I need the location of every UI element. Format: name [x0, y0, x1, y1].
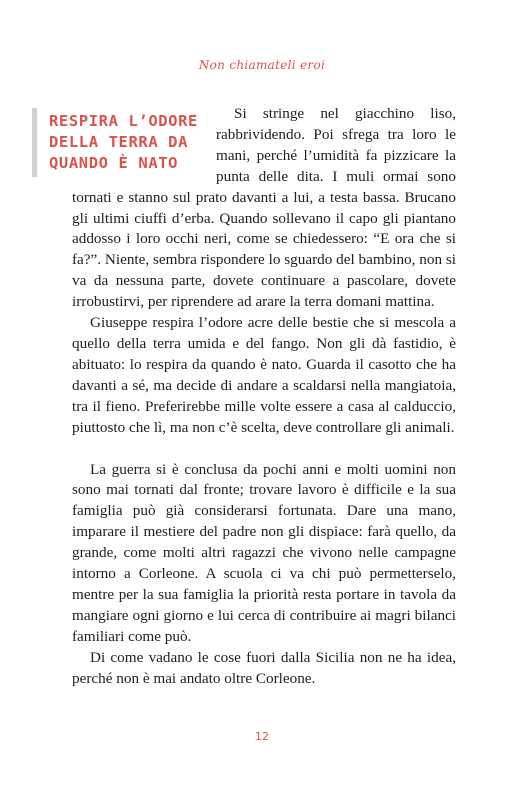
pull-quote-line: DELLA TERRA DA — [49, 133, 189, 151]
page-number: 12 — [255, 730, 269, 743]
body-text — [49, 104, 456, 689]
pull-quote-line: RESPIRA L’ODORE — [49, 112, 198, 130]
pull-quote-line: QUANDO È NATO — [49, 154, 179, 172]
paragraph-3: La guerra si è conclusa da pochi anni e molti uomini non sono mai tornati dal fronte; trovare lavoro è difficile e la sua famiglia può già considerarsi fortunata. Dare una mano, imparare il mestiere del padre non gli dispiace: farà quello, da grande, come molti altri ragazzi che vivono nelle campagne intorno a Corleone. A scuola ci va chi può permetterselo, mentre per la sua famiglia la priorità resta portare in tavola da mangiare ogni giorno e lui cerca di contribuire ai magri bilanci familiari come può. — [72, 460, 456, 645]
pull-quote — [32, 108, 204, 177]
paragraph-2: Giuseppe respira l’odore acre delle bestie che si mescola a quello della terra umida e del fango. Non gli dà fastidio, è abituato: lo respira da quando è nato. Guarda il casotto che ha davanti a sé, ma decide di andare a scaldarsi nella mangiatoia, tra il fieno. Preferirebbe mille volte essere a casa al calduccio, piuttosto che lì, ma non c’è scelta, deve controllare gli animali. — [72, 314, 456, 436]
running-header: Non chiamateli eroi — [198, 58, 326, 72]
paragraph-1 — [49, 104, 456, 313]
paragraph-text: Si stringe nel giacchino liso, rabbrividendo. Poi sfrega tra loro le mani, perché l’umidità fa pizzicare la punta delle dita. I muli ormai sono tornati e stanno sul prato davanti a lui, a testa bassa. Brucano gli ultimi ciuffi d’erba. Quando sollevano il capo gli piantano addosso i loro occhi neri, come se chiedessero: “E ora che si fa?”. Niente, sembra rispondere lo sguardo del bambino, non si va da nessuna parte, dovete continuare a pascolare, dovete irrobustirvi, per riprendere ad arare la terra domani mattina. — [72, 105, 456, 311]
paragraph-4: Di come vadano le cose fuori dalla Sicilia non ne ha idea, perché non è mai andato oltre Corleone. — [72, 648, 456, 687]
